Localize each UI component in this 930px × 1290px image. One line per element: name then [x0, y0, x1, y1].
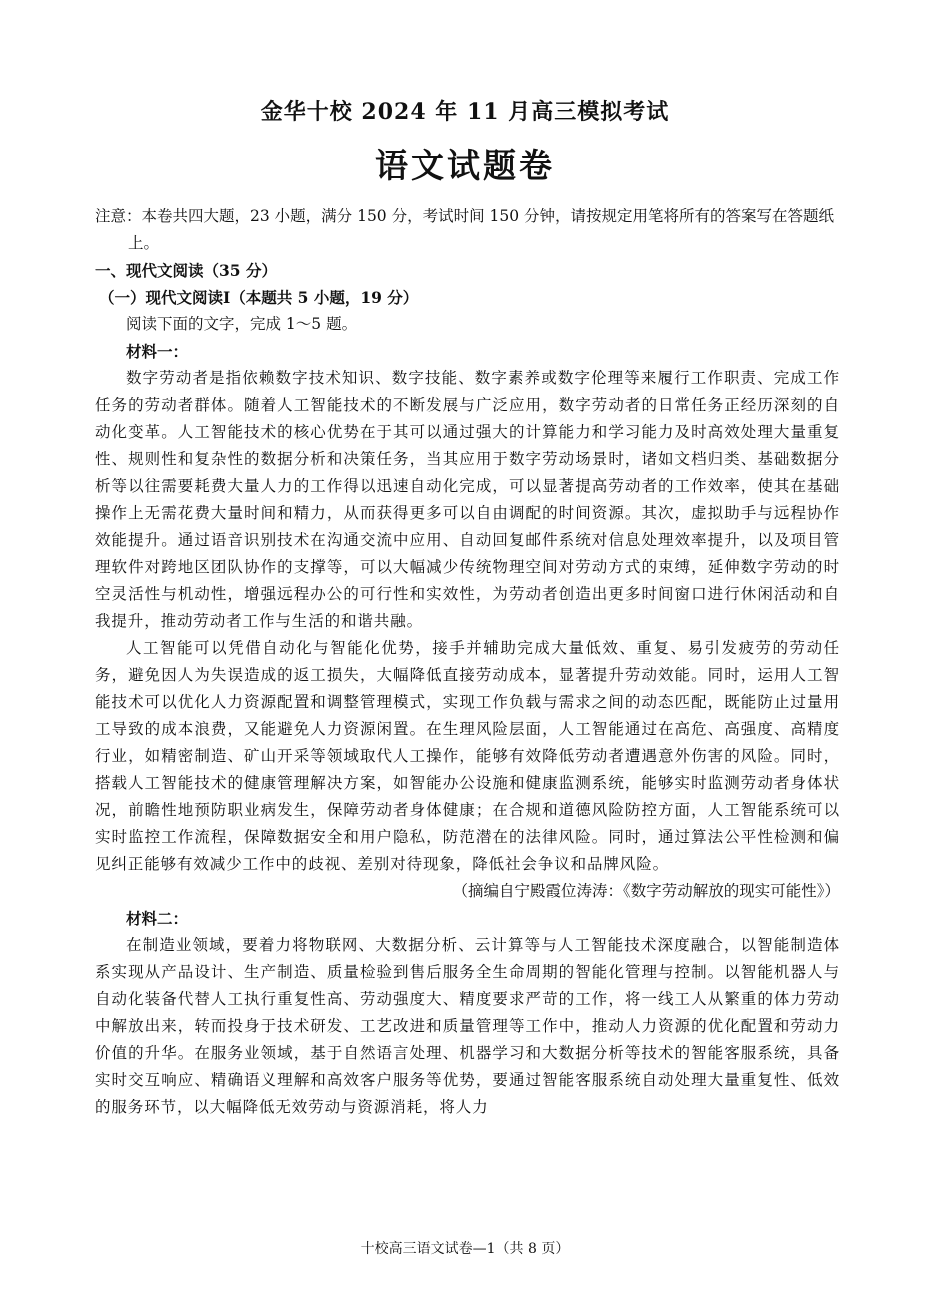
subsection-heading: （一）现代文阅读Ⅰ（本题共 5 小题，19 分）	[99, 288, 419, 307]
page-footer: 十校高三语文试卷—1（共 8 页）	[360, 1241, 570, 1257]
material2-label: 材料二：	[126, 909, 189, 928]
material1-paragraph: 数字劳动者是指依赖数字技术知识、数字技能、数字素养或数字伦理等来履行工作职责、完成工作任务的劳动者群体。随着人工智能技术的不断发展与广泛应用，数字劳动者的日常任务正经历深刻的自动化变革。人工智能技术的核心优势在于其可以通过强大的计算能力和学习能力及时高效处理大量重复性、规则性和复杂性的数据分析和决策任务，当其应用于数字劳动场景时，诸如文档归类、基础数据分析等以往需要耗费大量人力的工作得以迅速自动化完成，可以显著提高劳动者的工作效率，使其在基础操作上无需花费大量时间和精力，从而获得更多可以自由调配的时间资源。其次，虚拟助手与远程协作效能提升。通过语音识别技术在沟通交流中应用、自动回复邮件系统对信息处理效率提升，以及项目管理软件对跨地区团队协作的支撑等，可以大幅减少传统物理空间对劳动方式的束缚，延伸数字劳动的时空灵活性与机动性，增强远程办公的可行性和实效性，为劳动者创造出更多时间窗口进行休闲活动和自我提升，推动劳动者工作与生活的和谐共融。	[95, 369, 840, 630]
notice-text: 注意：本卷共四大题，23 小题，满分 150 分，考试时间 150 分钟，请按规定用笔将所有的答案写在答题纸上。	[95, 207, 835, 252]
exam-content	[95, 203, 840, 1121]
material1-paragraph: 人工智能可以凭借自动化与智能化优势，接手并辅助完成大量低效、重复、易引发疲劳的劳动任务，避免因人为失误造成的返工损失，大幅降低直接劳动成本，显著提升劳动效能。同时，运用人工智能技术可以优化人力资源配置和调整管理模式，实现工作负载与需求之间的动态匹配，既能防止过量用工导致的成本浪费，又能避免人力资源闲置。在生理风险层面，人工智能通过在高危、高强度、高精度行业，如精密制造、矿山开采等领域取代人工操作，能够有效降低劳动者遭遇意外伤害的风险。同时，搭载人工智能技术的健康管理解决方案，如智能办公设施和健康监测系统，能够实时监测劳动者身体状况，前瞻性地预防职业病发生，保障劳动者身体健康；在合规和道德风险防控方面，人工智能系统可以实时监控工作流程，保障数据安全和用户隐私，防范潜在的法律风险。同时，通过算法公平性检测和偏见纠正能够有效减少工作中的歧视、差别对待现象，降低社会争议和品牌风险。	[95, 639, 840, 873]
exam-title: 金华十校 2024 年 11 月高三模拟考试	[260, 99, 670, 125]
material1-source: （摘编自宁殿霞位涛涛：《数字劳动解放的现实可能性》）	[452, 882, 840, 900]
exam-subtitle: 语文试题卷	[375, 146, 555, 185]
material2-paragraph: 在制造业领域，要着力将物联网、大数据分析、云计算等与人工智能技术深度融合，以智能制造体系实现从产品设计、生产制造、质量检验到售后服务全生命周期的智能化管理与控制。以智能机器人与自动化装备代替人工执行重复性高、劳动强度大、精度要求严苛的工作，将一线工人从繁重的体力劳动中解放出来，转而投身于技术研发、工艺改进和质量管理等工作中，推动人力资源的优化配置和劳动力价值的升华。在服务业领域，基于自然语言处理、机器学习和大数据分析等技术的智能客服系统，具备实时交互响应、精确语义理解和高效客户服务等优势，要通过智能客服系统自动处理大量重复性、低效的服务环节，以大幅降低无效劳动与资源消耗，将人力	[95, 936, 840, 1116]
material1-label: 材料一：	[126, 342, 189, 361]
section-heading: 一、现代文阅读（35 分）	[95, 261, 277, 280]
instruction-text: 阅读下面的文字，完成 1～5 题。	[126, 315, 358, 333]
